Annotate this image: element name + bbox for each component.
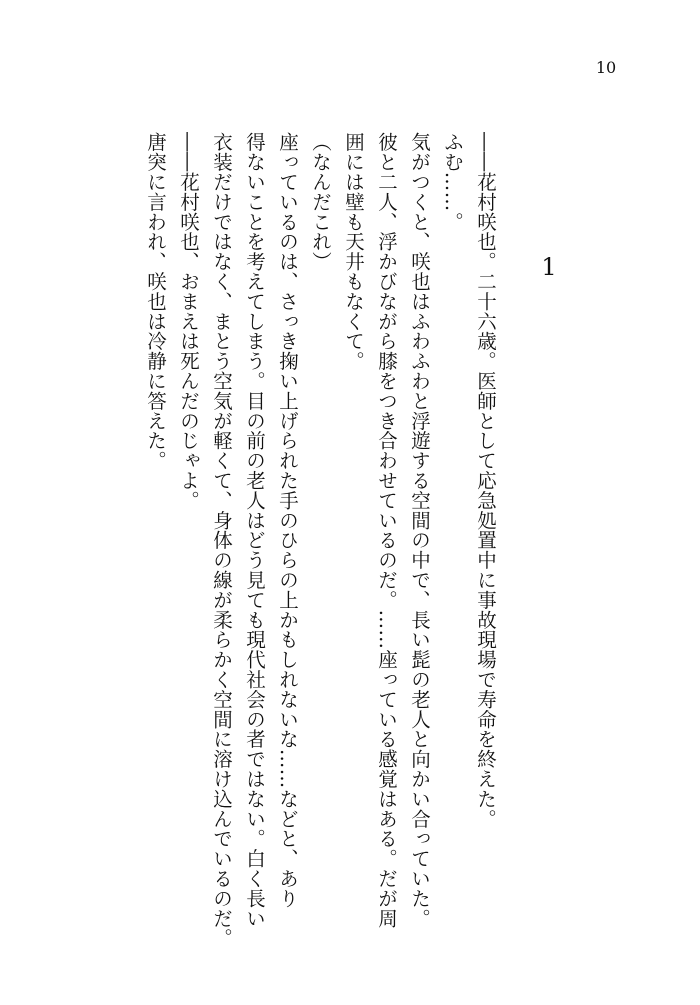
text-line: 彼と二人、浮かびながら膝をつき合わせているのだ。……座っている感覚はある。だが周 xyxy=(375,132,398,928)
page-number: 10 xyxy=(595,58,617,77)
text-line: 衣装だけではなく、まとう空気が軽くて、身体の線が柔らかく空間に溶け込んでいるのだ。 xyxy=(210,132,233,948)
text-line: 気がつくと、咲也はふわふわと浮遊する空間の中で、長い髭の老人と向かい合っていた。 xyxy=(408,132,431,928)
text-line: （なんだこれ） xyxy=(309,132,332,272)
text-line: 唐突に言われ、咲也は冷静に答えた。 xyxy=(144,132,167,471)
text-line: 囲には壁も天井もなくて。 xyxy=(342,132,365,371)
text-line: ――花村咲也。二十六歳。医師として応急処置中に事故現場で寿命を終えた。 xyxy=(474,132,497,829)
text-line: ふむ……。 xyxy=(441,132,464,232)
chapter-number: 1 xyxy=(541,253,557,281)
text-line: 得ないことを考えてしまう。目の前の老人はどう見ても現代社会の者ではない。白く長い xyxy=(243,132,266,928)
vertical-body-text xyxy=(139,132,502,962)
text-line: ――花村咲也、おまえは死んだのじゃよ。 xyxy=(177,132,200,511)
text-line: 座っているのは、さっき掬い上げられた手のひらの上かもしれないな……などと、あり xyxy=(276,132,299,909)
